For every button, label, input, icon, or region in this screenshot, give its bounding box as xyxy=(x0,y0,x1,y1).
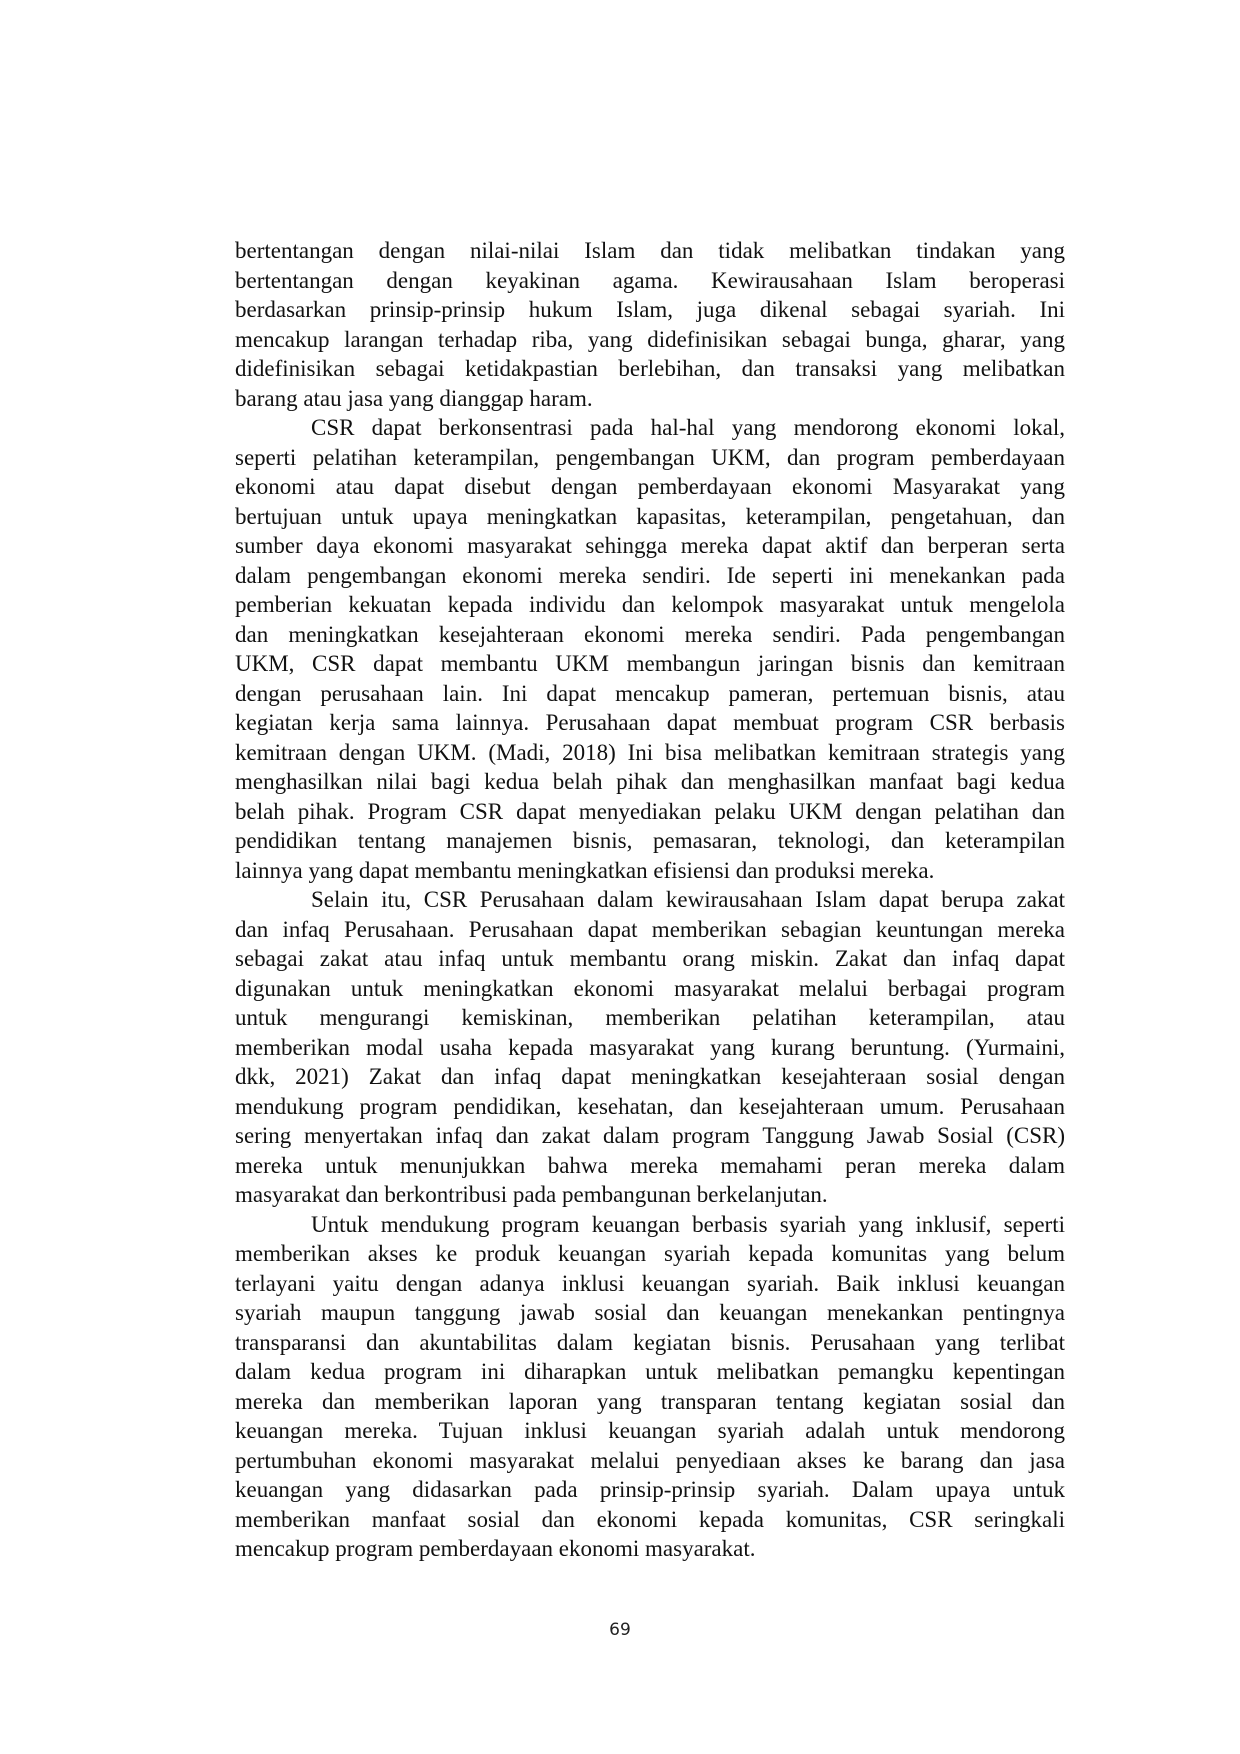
text-line: bertentangan dengan keyakinan agama. Kewirausahaan Islam beroperasi xyxy=(235,267,1065,293)
text-line: dalam kedua program ini diharapkan untuk melibatkan pemangku kepentingan xyxy=(235,1359,1065,1384)
text-line: seperti pelatihan keterampilan, pengembangan UKM, dan program pemberdayaan xyxy=(235,444,1065,470)
text-line: bertujuan untuk upaya meningkatkan kapasitas, keterampilan, pengetahuan, dan xyxy=(235,503,1065,529)
text-line: pertumbuhan ekonomi masyarakat melalui penyediaan akses ke barang dan jasa xyxy=(235,1447,1065,1473)
text-line: masyarakat dan berkontribusi pada pembangunan berkelanjutan. xyxy=(235,1182,828,1207)
text-line: sumber daya ekonomi masyarakat sehingga mereka dapat aktif dan berperan serta xyxy=(235,533,1065,558)
text-line: menghasilkan nilai bagi kedua belah pihak dan menghasilkan manfaat bagi kedua xyxy=(235,769,1065,794)
text-line: UKM, CSR dapat membantu UKM membangun jaringan bisnis dan kemitraan xyxy=(235,651,1065,676)
text-line: dkk, 2021) Zakat dan infaq dapat meningkatkan kesejahteraan sosial dengan xyxy=(235,1064,1065,1089)
text-line: sebagai zakat atau infaq untuk membantu orang miskin. Zakat dan infaq dapat xyxy=(235,946,1065,971)
text-line: memberikan manfaat sosial dan ekonomi kepada komunitas, CSR seringkali xyxy=(235,1506,1065,1532)
text-line: didefinisikan sebagai ketidakpastian berlebihan, dan transaksi yang melibatkan xyxy=(235,356,1065,381)
text-line: terlayani yaitu dengan adanya inklusi keuangan syariah. Baik inklusi keuangan xyxy=(235,1270,1065,1296)
text-line: mereka untuk menunjukkan bahwa mereka memahami peran mereka dalam xyxy=(235,1152,1065,1178)
text-line: lainnya yang dapat membantu meningkatkan efisiensi dan produksi mereka. xyxy=(235,857,935,883)
text-line: mencakup program pemberdayaan ekonomi masyarakat. xyxy=(235,1536,756,1561)
text-line: keuangan mereka. Tujuan inklusi keuangan syariah adalah untuk mendorong xyxy=(235,1418,1065,1443)
paragraph xyxy=(235,1210,1065,1564)
text-line: memberikan modal usaha kepada masyarakat yang kurang beruntung. (Yurmaini, xyxy=(235,1034,1065,1060)
text-line: sering menyertakan infaq dan zakat dalam program Tanggung Jawab Sosial (CSR) xyxy=(235,1123,1065,1148)
text-line: bertentangan dengan nilai-nilai Islam dan tidak melibatkan tindakan yang xyxy=(235,238,1065,263)
page-number: 69 xyxy=(609,1620,631,1640)
text-line: CSR dapat berkonsentrasi pada hal-hal yang mendorong ekonomi lokal, xyxy=(311,415,1065,440)
text-line: Selain itu, CSR Perusahaan dalam kewirausahaan Islam dapat berupa zakat xyxy=(311,887,1065,912)
text-line: Untuk mendukung program keuangan berbasis syariah yang inklusif, seperti xyxy=(311,1211,1065,1237)
text-line: barang atau jasa yang dianggap haram. xyxy=(235,385,593,411)
text-line: pendidikan tentang manajemen bisnis, pemasaran, teknologi, dan keterampilan xyxy=(235,828,1065,853)
text-line: belah pihak. Program CSR dapat menyediakan pelaku UKM dengan pelatihan dan xyxy=(235,798,1065,824)
text-line: dan meningkatkan kesejahteraan ekonomi mereka sendiri. Pada pengembangan xyxy=(235,621,1065,647)
paragraph xyxy=(235,885,1065,1210)
text-line: memberikan akses ke produk keuangan syariah kepada komunitas yang belum xyxy=(235,1241,1065,1266)
text-line: ekonomi atau dapat disebut dengan pemberdayaan ekonomi Masyarakat yang xyxy=(235,474,1065,499)
text-line: transparansi dan akuntabilitas dalam kegiatan bisnis. Perusahaan yang terlibat xyxy=(235,1329,1065,1355)
paragraph xyxy=(235,236,1065,413)
text-line: mendukung program pendidikan, kesehatan, dan kesejahteraan umum. Perusahaan xyxy=(235,1093,1065,1119)
text-line: dengan perusahaan lain. Ini dapat mencakup pameran, pertemuan bisnis, atau xyxy=(235,680,1065,706)
text-line: untuk mengurangi kemiskinan, memberikan pelatihan keterampilan, atau xyxy=(235,1005,1065,1030)
text-line: kemitraan dengan UKM. (Madi, 2018) Ini bisa melibatkan kemitraan strategis yang xyxy=(235,739,1065,765)
text-line: mereka dan memberikan laporan yang transparan tentang kegiatan sosial dan xyxy=(235,1388,1065,1414)
text-line: mencakup larangan terhadap riba, yang didefinisikan sebagai bunga, gharar, yang xyxy=(235,326,1065,352)
text-line: keuangan yang didasarkan pada prinsip-prinsip syariah. Dalam upaya untuk xyxy=(235,1477,1065,1502)
text-line: pemberian kekuatan kepada individu dan kelompok masyarakat untuk mengelola xyxy=(235,592,1065,617)
text-line: digunakan untuk meningkatkan ekonomi masyarakat melalui berbagai program xyxy=(235,975,1065,1001)
text-line: dalam pengembangan ekonomi mereka sendiri. Ide seperti ini menekankan pada xyxy=(235,562,1065,588)
text-line: berdasarkan prinsip-prinsip hukum Islam, juga dikenal sebagai syariah. Ini xyxy=(235,297,1065,322)
text-line: kegiatan kerja sama lainnya. Perusahaan dapat membuat program CSR berbasis xyxy=(235,710,1065,735)
body-text xyxy=(235,236,1065,1564)
paragraph xyxy=(235,413,1065,885)
text-line: syariah maupun tanggung jawab sosial dan keuangan menekankan pentingnya xyxy=(235,1300,1065,1325)
text-line: dan infaq Perusahaan. Perusahaan dapat memberikan sebagian keuntungan mereka xyxy=(235,916,1065,942)
